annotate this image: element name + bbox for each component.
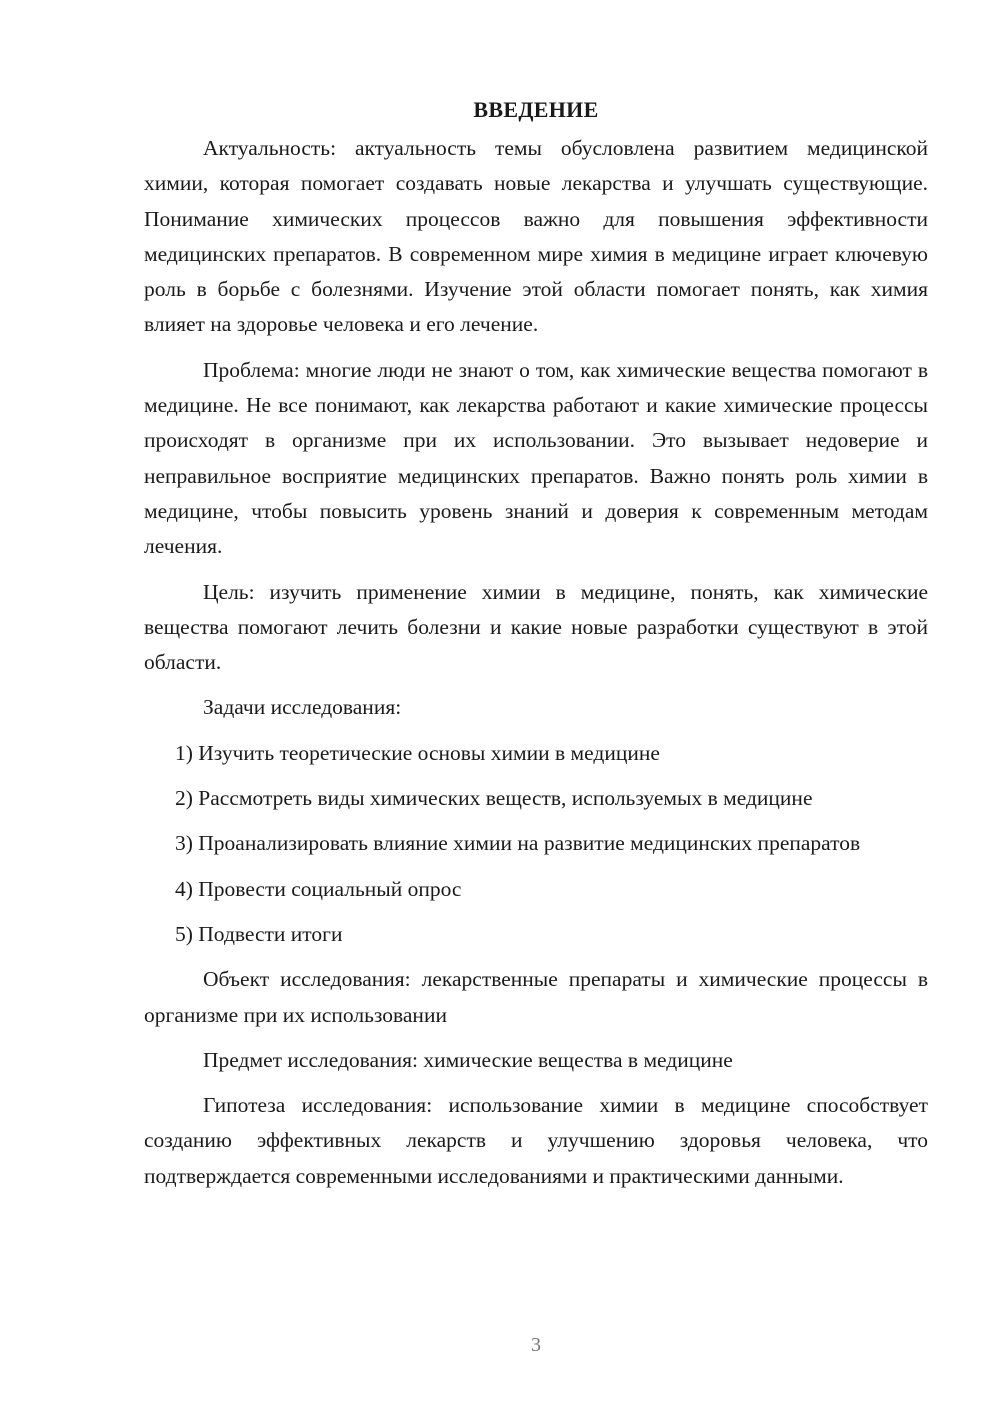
task-item-3: 3) Проанализировать влияние химии на развитие медицинских препаратов [175, 831, 861, 856]
document-page [144, 92, 928, 1204]
page-title: ВВЕДЕНИЕ [473, 97, 599, 122]
task-item-4: 4) Провести социальный опрос [175, 876, 462, 901]
relevance-paragraph: Актуальность: актуальность темы обусловлена развитием медицинской химии, которая помогает создавать новые лекарства и улучшать существующие. Понимание химических процессов важно для повышения эффективности медицинских препаратов. В современном мире химия в медицине играет ключевую роль в борьбе с болезнями. Изучение этой области помогает понять, как химия влияет на здоровье человека и его лечение. [144, 136, 928, 337]
task-item-2: 2) Рассмотреть виды химических веществ, используемых в медицине [175, 786, 813, 811]
page-number: 3 [531, 1334, 541, 1356]
goal-paragraph: Цель: изучить применение химии в медицине, понять, как химические вещества помогают лечить болезни и какие новые разработки существуют в этой области. [144, 579, 928, 675]
tasks-heading: Задачи исследования: [203, 695, 402, 720]
task-item-5: 5) Подвести итоги [175, 921, 343, 946]
subject-paragraph: Предмет исследования: химические вещества в медицине [203, 1047, 733, 1072]
task-item-1: 1) Изучить теоретические основы химии в медицине [175, 740, 660, 765]
problem-paragraph: Проблема: многие люди не знают о том, как химические вещества помогают в медицине. Не все понимают, как лекарства работают и какие химические процессы происходят в организме при их использовании. Это вызывает недоверие и неправильное восприятие медицинских препаратов. Важно понять роль химии в медицине, чтобы повысить уровень знаний и доверия к современным методам лечения. [144, 357, 928, 559]
object-paragraph: Объект исследования: лекарственные препараты и химические процессы в организме при их использовании [144, 967, 928, 1027]
hypothesis-paragraph: Гипотеза исследования: использование химии в медицине способствует созданию эффективных лекарств и улучшению здоровья человека, что подтверждается современными исследованиями и практическими данными. [144, 1093, 928, 1188]
